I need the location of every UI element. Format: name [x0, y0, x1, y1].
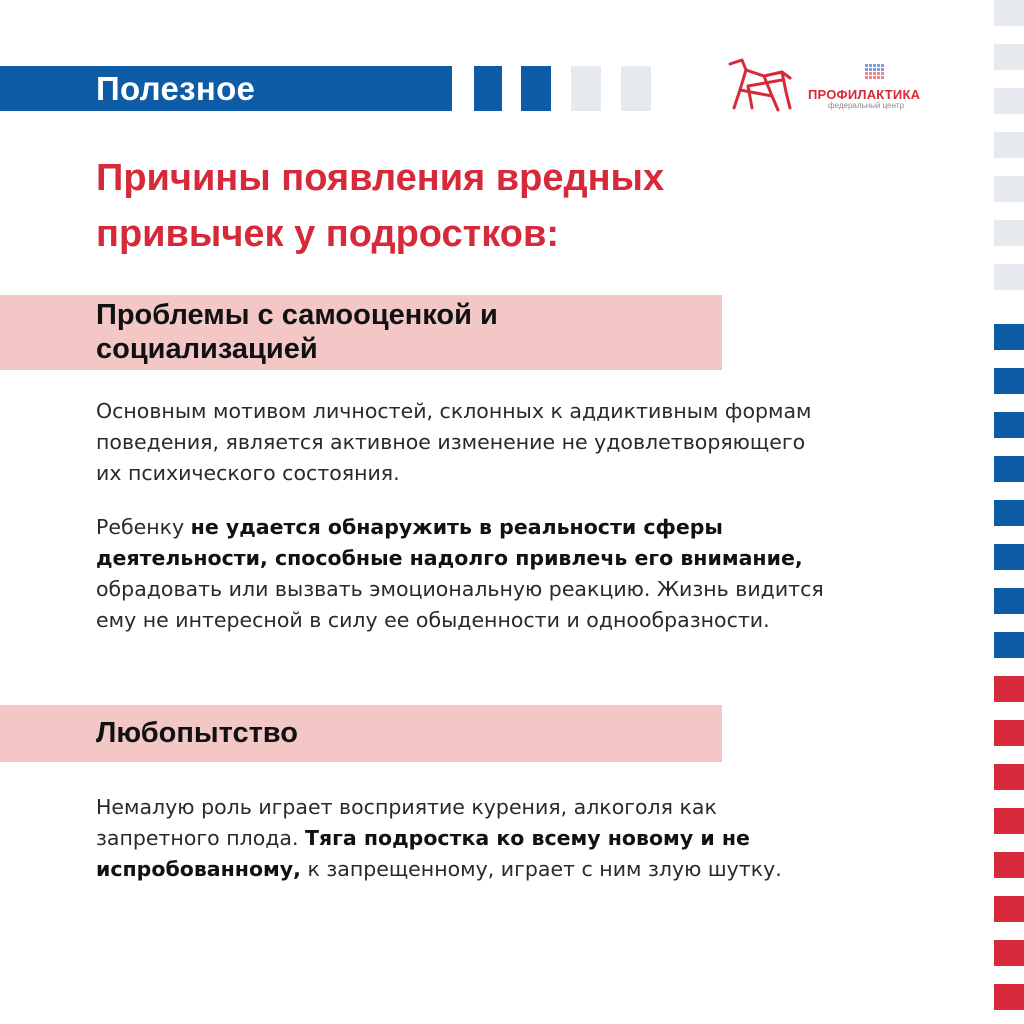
stripe-red	[994, 940, 1024, 966]
header-square-gray-2	[621, 66, 651, 111]
page-title-line-2: привычек у подростков:	[96, 213, 559, 255]
stripe-blue	[994, 500, 1024, 526]
section-1-title-line-1: Проблемы с самооценкой и	[96, 299, 498, 331]
stripe-red	[994, 676, 1024, 702]
page-title	[96, 150, 856, 262]
stripe-blue	[994, 456, 1024, 482]
stripe-gray	[994, 88, 1024, 114]
brand-subtitle: федеральный центр	[828, 101, 905, 110]
section-2-paragraph-1-lead: Немалую роль играет восприятие курения, алкоголя как запретного плода.	[96, 795, 717, 850]
section-2-title: Любопытство	[96, 717, 298, 749]
stripe-red	[994, 896, 1024, 922]
stripe-blue	[994, 412, 1024, 438]
header-label: Полезное	[96, 70, 256, 107]
stripe-gray	[994, 176, 1024, 202]
stripe-gray	[994, 44, 1024, 70]
section-1-paragraph-2-bold: не удается обнаружить в реальности сферы деятельности, способные надолго привлечь его внимание,	[96, 515, 803, 570]
header-square-gray-1	[571, 66, 601, 111]
section-1-paragraph-2-lead: Ребенку	[96, 515, 191, 539]
stripe-gray	[994, 220, 1024, 246]
stripe-blue	[994, 632, 1024, 658]
section-2-paragraph-1	[96, 792, 836, 885]
stripe-blue	[994, 324, 1024, 350]
section-2-paragraph-1-rest: к запрещенному, играет с ним злую шутку.	[300, 857, 782, 881]
section-1-paragraph-1: Основным мотивом личностей, склонных к аддиктивным формам поведения, является активное изменение не удовлетворяющего их психического состояния.	[96, 399, 812, 485]
stripe-gray	[994, 132, 1024, 158]
section-1-paragraph-2-rest: обрадовать или вызвать эмоциональную реакцию. Жизнь видится ему не интересной в силу ее обыденности и однообразности.	[96, 577, 824, 632]
stripe-gray	[994, 264, 1024, 290]
section-1-paragraph-2	[96, 512, 836, 636]
header-square-blue-2	[521, 66, 551, 111]
stripe-blue	[994, 544, 1024, 570]
section-1-title	[96, 298, 498, 366]
stripe-red	[994, 808, 1024, 834]
brand-name: ПРОФИЛАКТИКА	[808, 87, 921, 102]
section-1-title-line-2: социализацией	[96, 333, 318, 365]
stripe-red	[994, 720, 1024, 746]
page-title-line-1: Причины появления вредных	[96, 157, 665, 199]
stripe-red	[994, 764, 1024, 790]
stripe-blue	[994, 588, 1024, 614]
stripe-blue	[994, 368, 1024, 394]
section-2-paragraph-1-bold: Тяга подростка ко всему новому и не испробованному,	[96, 826, 750, 881]
header-square-blue-1	[474, 66, 502, 111]
stripe-red	[994, 852, 1024, 878]
stripe-red	[994, 984, 1024, 1010]
stripe-gray	[994, 0, 1024, 26]
